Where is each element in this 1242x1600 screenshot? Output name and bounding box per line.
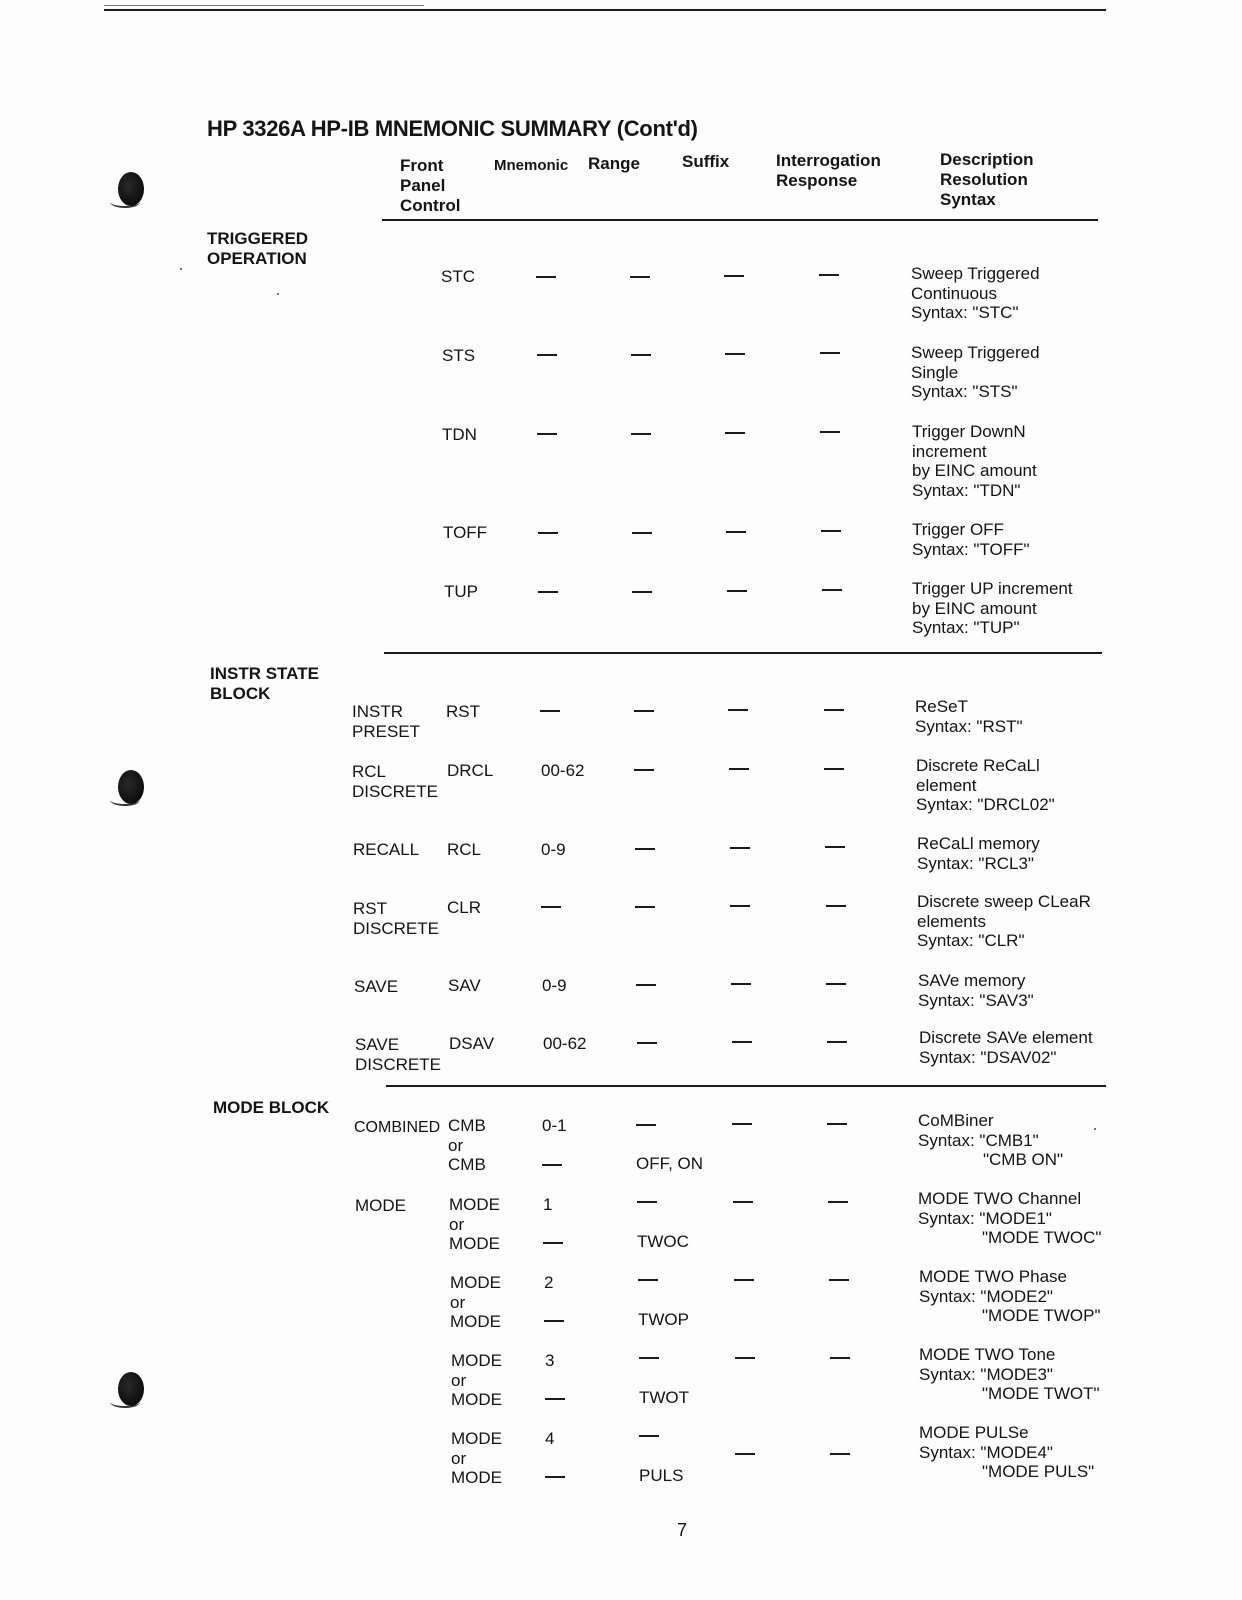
header-mnemonic: Mnemonic — [494, 157, 569, 174]
hole-punch-swoosh-icon — [110, 196, 140, 208]
range-cell: 4 — [545, 1429, 555, 1448]
range-cell: 00-62 — [541, 761, 585, 780]
description-line: Syntax: "CMB1" — [918, 1130, 1039, 1150]
description-line: Syntax: "CLR" — [917, 931, 1025, 950]
mnemonic-cell — [448, 1116, 486, 1175]
suffix-dash — [636, 1124, 656, 1126]
mnemonic-cell — [451, 1429, 502, 1488]
range-dash — [538, 532, 558, 534]
description-line: Syntax: "SAV3" — [918, 990, 1034, 1010]
description-line: ReSeT — [915, 697, 968, 716]
description-line: "MODE TWOC" — [982, 1228, 1102, 1247]
description-line: Discrete ReCaLl — [916, 756, 1040, 775]
header-description — [940, 150, 1034, 210]
suffix-dash — [630, 276, 650, 278]
interrogation-dash — [732, 1123, 752, 1125]
range-cell: 3 — [545, 1351, 555, 1370]
mnemonic-cell: TOFF — [443, 523, 488, 542]
description-line: CoMBiner — [918, 1111, 994, 1130]
description-line: Syntax: "MODE2" — [919, 1286, 1053, 1306]
mnemonic-line: or — [451, 1448, 467, 1468]
description-line: Trigger DownN — [912, 422, 1026, 441]
range-dash — [543, 1242, 563, 1244]
resolution-dash — [824, 768, 844, 770]
interrogation-dash — [730, 847, 750, 849]
mnemonic-line: or — [449, 1214, 465, 1234]
range-dash — [545, 1398, 565, 1400]
description-cell — [917, 892, 1091, 951]
description-line: Syntax: "TUP" — [912, 618, 1020, 637]
interrogation-dash — [725, 353, 745, 355]
range-dash — [537, 433, 557, 435]
section-name-line: TRIGGERED — [207, 229, 309, 248]
control-line: DISCRETE — [355, 1054, 441, 1074]
description-line: Syntax: "MODE4" — [919, 1442, 1053, 1462]
resolution-dash — [825, 846, 845, 848]
description-cell — [918, 971, 1034, 1010]
interrogation-dash — [733, 1201, 753, 1203]
control-line: SAVE — [354, 977, 399, 996]
description-line: MODE PULSe — [919, 1423, 1029, 1442]
stray-dot — [180, 268, 182, 270]
resolution-dash — [821, 530, 841, 532]
header-suffix: Suffix — [682, 152, 730, 171]
control-line: RST — [353, 899, 387, 918]
interrogation-dash — [726, 531, 746, 533]
resolution-dash — [824, 709, 844, 711]
header-line: Resolution — [940, 170, 1028, 189]
description-cell — [912, 579, 1073, 638]
interrogation-dash — [725, 432, 745, 434]
stray-dot — [1094, 1128, 1096, 1130]
interrogation-dash — [728, 709, 748, 711]
suffix-dash — [636, 984, 656, 986]
interrogation-dash — [734, 1279, 754, 1281]
interrogation-dash — [735, 1453, 755, 1455]
hole-punch-swoosh-icon — [110, 794, 140, 806]
resolution-dash — [827, 1041, 847, 1043]
description-line: increment — [912, 441, 987, 461]
page-title: HP 3326A HP-IB MNEMONIC SUMMARY (Cont'd) — [207, 116, 698, 141]
control-line: SAVE — [355, 1035, 400, 1054]
description-cell — [918, 1189, 1101, 1248]
control-line: INSTR — [352, 702, 403, 721]
mnemonic-cell: CLR — [447, 898, 482, 917]
range-dash — [541, 906, 561, 908]
header-line: Description — [940, 150, 1034, 169]
section-rule — [382, 219, 1098, 221]
interrogation-dash — [727, 590, 747, 592]
description-cell — [911, 264, 1040, 323]
description-line: Discrete SAVe element — [919, 1028, 1093, 1047]
description-line: Syntax: "STC" — [911, 303, 1019, 322]
resolution-dash — [827, 1123, 847, 1125]
control-cell — [352, 702, 420, 741]
header-line: Control — [400, 196, 461, 215]
resolution-dash — [829, 1279, 849, 1281]
mnemonic-cell — [451, 1351, 502, 1410]
description-cell — [917, 834, 1040, 873]
header-interrogation-response — [776, 151, 881, 191]
description-line: "CMB ON" — [983, 1150, 1064, 1169]
description-line: Syntax: "DSAV02" — [919, 1047, 1057, 1067]
suffix-dash — [635, 906, 655, 908]
range-cell: 0-9 — [542, 976, 567, 995]
resolution-dash — [822, 589, 842, 591]
mnemonic-cell: TDN — [442, 425, 477, 444]
description-cell — [916, 756, 1055, 815]
control-cell — [353, 899, 439, 938]
mnemonic-line: MODE — [450, 1273, 501, 1292]
suffix-cell: PULS — [639, 1466, 684, 1485]
description-line: "MODE TWOP" — [982, 1306, 1101, 1325]
description-line: Syntax: "STS" — [911, 382, 1018, 401]
description-line: Sweep Triggered — [911, 264, 1040, 283]
description-line: Syntax: "TOFF" — [912, 539, 1030, 559]
control-cell — [355, 1035, 441, 1074]
description-cell — [918, 1111, 1063, 1170]
description-line: elements — [917, 911, 986, 931]
mnemonic-line: CMB — [448, 1116, 486, 1135]
control-line: RCL — [352, 762, 387, 781]
resolution-dash — [820, 352, 840, 354]
section-instr-state-block — [210, 664, 319, 704]
section-rule — [386, 1085, 1106, 1087]
description-line: element — [916, 775, 977, 795]
description-line: by EINC amount — [912, 598, 1037, 618]
description-line: Syntax: "TDN" — [912, 480, 1021, 500]
range-cell: 0-9 — [541, 840, 566, 859]
control-line: DISCRETE — [353, 918, 439, 938]
suffix-dash — [631, 433, 651, 435]
description-cell — [915, 697, 1023, 736]
section-name-line: OPERATION — [207, 249, 307, 268]
hole-punch-swoosh-icon — [110, 1396, 140, 1408]
mnemonic-line: MODE — [451, 1390, 502, 1409]
interrogation-dash — [729, 768, 749, 770]
mnemonic-cell — [449, 1195, 500, 1254]
description-line: "MODE PULS" — [982, 1462, 1095, 1481]
suffix-dash — [632, 591, 652, 593]
control-line: PRESET — [352, 721, 421, 741]
suffix-dash — [639, 1435, 659, 1437]
suffix-dash — [634, 769, 654, 771]
suffix-dash — [632, 532, 652, 534]
control-cell — [353, 840, 419, 860]
suffix-cell: TWOT — [639, 1388, 690, 1407]
mnemonic-cell: DRCL — [447, 761, 494, 780]
suffix-cell: TWOP — [638, 1310, 689, 1329]
interrogation-dash — [724, 275, 744, 277]
header-line: Interrogation — [776, 151, 881, 170]
suffix-dash — [634, 710, 654, 712]
suffix-dash — [637, 1201, 657, 1203]
control-line: MODE — [355, 1196, 406, 1215]
resolution-dash — [819, 274, 839, 276]
resolution-dash — [830, 1453, 850, 1455]
control-cell — [352, 762, 438, 801]
range-dash — [542, 1164, 562, 1166]
page-number: 7 — [677, 1520, 688, 1540]
header-line: Syntax — [940, 190, 996, 209]
control-line: RECALL — [353, 840, 420, 859]
description-cell — [912, 422, 1037, 500]
range-cell: 0-1 — [542, 1116, 567, 1135]
section-name-line: MODE BLOCK — [213, 1098, 330, 1117]
description-cell — [919, 1345, 1100, 1404]
range-dash — [545, 1476, 565, 1478]
description-line: Single — [911, 362, 959, 382]
section-mode-block — [213, 1098, 329, 1118]
mnemonic-line: or — [448, 1135, 464, 1155]
description-line: MODE TWO Channel — [918, 1189, 1082, 1208]
resolution-dash — [826, 983, 846, 985]
header-line: Front — [400, 156, 444, 175]
description-cell — [911, 343, 1040, 402]
range-cell: 2 — [544, 1273, 554, 1292]
section-name-line: INSTR STATE — [210, 664, 319, 683]
description-cell — [912, 520, 1030, 559]
control-cell — [354, 977, 398, 997]
section-name-line: BLOCK — [210, 684, 271, 703]
mnemonic-cell: STS — [442, 346, 476, 365]
interrogation-dash — [730, 905, 750, 907]
range-dash — [538, 591, 558, 593]
suffix-dash — [635, 848, 655, 850]
description-cell — [919, 1267, 1100, 1326]
description-line: ReCaLl memory — [917, 834, 1040, 853]
header-line: Panel — [400, 176, 446, 195]
description-line: Trigger OFF — [912, 520, 1004, 539]
top-rule — [104, 9, 1106, 11]
section-triggered-operation — [207, 229, 308, 269]
description-line: Syntax: "RCL3" — [917, 853, 1034, 873]
suffix-cell: TWOC — [637, 1232, 689, 1251]
description-line: Sweep Triggered — [911, 343, 1040, 362]
description-line: Syntax: "RST" — [915, 716, 1023, 736]
description-cell — [919, 1028, 1093, 1067]
description-line: Syntax: "MODE1" — [918, 1208, 1052, 1228]
interrogation-dash — [731, 983, 751, 985]
resolution-dash — [830, 1357, 850, 1359]
range-dash — [540, 710, 560, 712]
mnemonic-line: or — [451, 1370, 467, 1390]
mnemonic-line: or — [450, 1292, 466, 1312]
range-dash — [536, 276, 556, 278]
description-line: Syntax: "MODE3" — [919, 1364, 1053, 1384]
header-line: Response — [776, 171, 858, 190]
mnemonic-line: MODE — [449, 1195, 500, 1214]
mnemonic-line: MODE — [451, 1351, 502, 1370]
interrogation-dash — [732, 1041, 752, 1043]
mnemonic-cell: DSAV — [449, 1034, 495, 1053]
resolution-dash — [826, 905, 846, 907]
mnemonic-line: MODE — [451, 1429, 502, 1448]
control-cell — [354, 1118, 440, 1138]
range-dash — [537, 354, 557, 356]
description-line: Trigger UP increment — [912, 579, 1073, 598]
suffix-dash — [631, 354, 651, 356]
header-range: Range — [588, 154, 640, 173]
mnemonic-cell — [450, 1273, 501, 1332]
mnemonic-line: MODE — [449, 1234, 500, 1253]
mnemonic-cell: TUP — [444, 582, 478, 601]
suffix-dash — [638, 1279, 658, 1281]
resolution-dash — [828, 1201, 848, 1203]
header-front-panel-control — [400, 156, 460, 216]
description-line: MODE TWO Phase — [919, 1267, 1067, 1286]
interrogation-dash — [735, 1357, 755, 1359]
mnemonic-cell: RST — [446, 702, 480, 721]
range-cell: 00-62 — [543, 1034, 587, 1053]
range-dash — [544, 1320, 564, 1322]
resolution-dash — [820, 431, 840, 433]
mnemonic-line: CMB — [448, 1155, 486, 1174]
mnemonic-line: MODE — [450, 1312, 501, 1331]
control-cell — [355, 1196, 406, 1216]
control-line: COMBINED — [354, 1119, 441, 1136]
section-rule — [384, 652, 1102, 654]
suffix-cell: OFF, ON — [636, 1154, 704, 1173]
top-rule-thin — [104, 5, 424, 6]
description-line: SAVe memory — [918, 971, 1026, 990]
description-line: Continuous — [911, 283, 998, 303]
description-cell — [919, 1423, 1094, 1482]
control-line: DISCRETE — [352, 781, 438, 801]
mnemonic-line: MODE — [451, 1468, 502, 1487]
mnemonic-cell: STC — [441, 267, 475, 286]
description-line: Syntax: "DRCL02" — [916, 795, 1055, 814]
description-line: Discrete sweep CLeaR — [917, 892, 1091, 911]
description-line: MODE TWO Tone — [919, 1345, 1056, 1364]
stray-dot — [277, 293, 279, 295]
suffix-dash — [637, 1042, 657, 1044]
mnemonic-cell: RCL — [447, 840, 482, 859]
description-line: "MODE TWOT" — [982, 1384, 1100, 1403]
description-line: by EINC amount — [912, 461, 1037, 480]
mnemonic-cell: SAV — [448, 976, 481, 995]
suffix-dash — [639, 1357, 659, 1359]
range-cell: 1 — [543, 1195, 553, 1214]
